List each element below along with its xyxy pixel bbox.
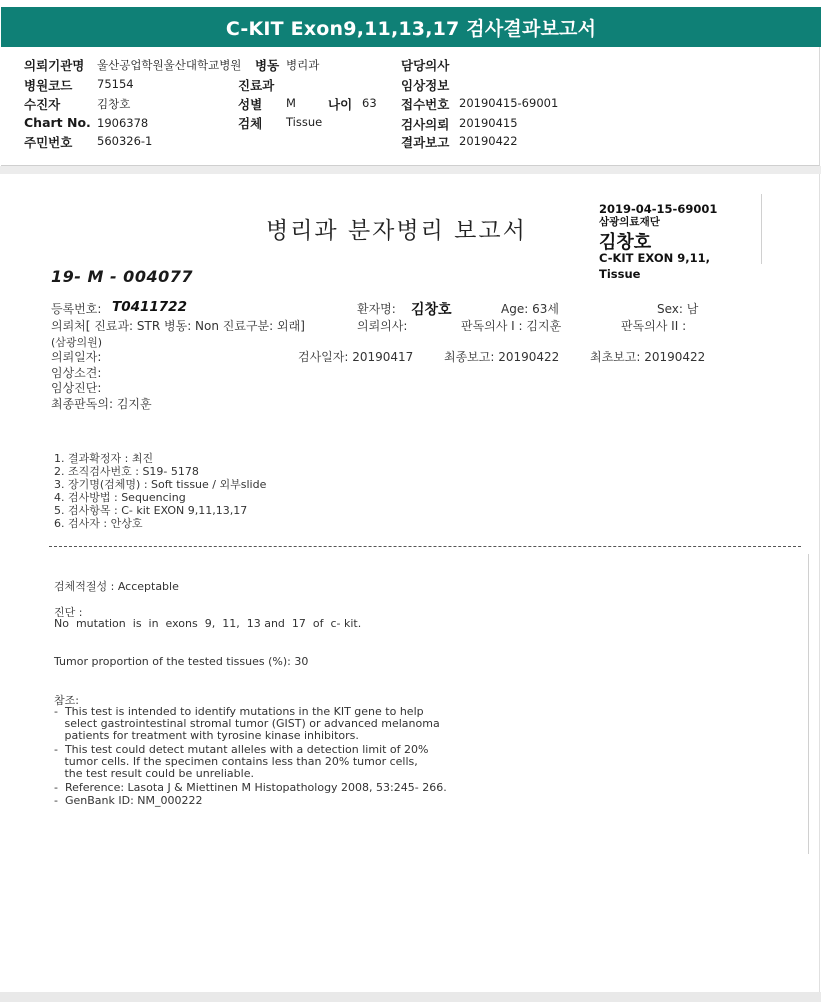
specimen-label: 검체 xyxy=(238,116,263,131)
reference-line: patients for treatment with tyrosine kinase inhibitors. xyxy=(54,729,359,742)
reference-line: - GenBank ID: NM_000222 xyxy=(54,794,203,807)
scanned-report[interactable] xyxy=(1,174,820,992)
patient-value: 김창호 xyxy=(97,97,131,111)
reference-line: - This test could detect mutant alleles with a detection limit of 20% xyxy=(54,743,429,756)
institution-value: 울산공업학원울산대학교병원 xyxy=(97,58,242,72)
tumor-proportion: Tumor proportion of the tested tissues (%): 30 xyxy=(54,655,309,668)
chart-no-label: Chart No. xyxy=(24,115,91,130)
case-number: 19- M - 004077 xyxy=(51,267,193,286)
dashed-divider xyxy=(49,546,801,547)
receipt-label: 접수번호 xyxy=(401,97,450,112)
item-result-confirmer: 1. 결과확정자 : 최진 xyxy=(54,452,154,465)
info-panel xyxy=(1,47,820,166)
pathologist-2: 판독의사 II : xyxy=(621,319,687,333)
result-label: 결과보고 xyxy=(401,135,450,150)
sex-text: Sex: 남 xyxy=(657,302,699,316)
final-report-date: 최종보고: 20190422 xyxy=(444,350,560,364)
clinical-findings: 임상소견: xyxy=(51,366,102,380)
item-organ: 3. 장기명(검체명) : Soft tissue / 외부slide xyxy=(54,478,267,491)
item-biopsy-number: 2. 조직검사번호 : S19- 5178 xyxy=(54,465,199,478)
exam-date: 검사일자: 20190417 xyxy=(298,350,414,364)
receipt-value: 20190415-69001 xyxy=(459,96,559,110)
chart-no-value: 1906378 xyxy=(97,116,149,130)
result-value: 20190422 xyxy=(459,134,518,148)
item-test: 5. 검사항목 : C- kit EXON 9,11,13,17 xyxy=(54,504,248,517)
registration-value: T0411722 xyxy=(112,299,187,315)
request-value: 20190415 xyxy=(459,116,518,130)
stamp-patient-name: 김창호 xyxy=(599,232,652,253)
patient-name-label: 환자명: xyxy=(357,302,396,316)
requesting-doctor: 의뢰의사: xyxy=(357,319,408,333)
ward-value: 병리과 xyxy=(286,58,320,72)
reference-line: tumor cells. If the specimen contains less than 20% tumor cells, xyxy=(54,755,418,768)
scan-edge-line xyxy=(761,194,762,264)
institution-label: 의뢰기관명 xyxy=(24,58,85,73)
diagnosis-text: No mutation is in exons 9, 11, 13 and 17 of c- kit. xyxy=(54,617,362,630)
specimen-adequacy: 검체적절성 : Acceptable xyxy=(54,580,179,593)
bottom-strip xyxy=(0,992,821,1002)
doctor-label: 담당의사 xyxy=(401,58,450,73)
hospital-code-label: 병원코드 xyxy=(24,78,73,93)
report-title: C-KIT Exon9,11,13,17 검사결과보고서 xyxy=(225,17,597,40)
age-label: 나이 xyxy=(328,97,353,112)
patient-name-value: 김창호 xyxy=(411,302,452,318)
reference-line: the test result could be unreliable. xyxy=(54,767,254,780)
first-report-date: 최초보고: 20190422 xyxy=(590,350,706,364)
specimen-value: Tissue xyxy=(286,115,323,129)
clinical-info-label: 임상정보 xyxy=(401,78,450,93)
diagnosis-label: 진단 : xyxy=(54,606,83,619)
section-separator xyxy=(0,166,821,174)
report-title-bar xyxy=(1,7,821,47)
id-number-value: 560326-1 xyxy=(97,134,153,148)
hospital-code-value: 75154 xyxy=(97,77,134,91)
reference-line: select gastrointestinal stromal tumor (GIST) or advanced melanoma xyxy=(54,717,440,730)
registration-label: 등록번호: xyxy=(51,302,102,316)
requester-info: 의뢰처[ 진료과: STR 병동: Non 진료구분: 외래] xyxy=(51,319,305,333)
clinical-diagnosis: 임상진단: xyxy=(51,381,102,395)
patient-label: 수진자 xyxy=(24,97,61,112)
age-text: Age: 63세 xyxy=(501,302,559,316)
stamp-specimen: Tissue xyxy=(599,267,641,281)
stamp-org: 삼광의료재단 xyxy=(599,216,660,228)
stamp-receipt: 2019-04-15-69001 xyxy=(599,202,718,216)
item-examiner: 6. 검사자 : 안상호 xyxy=(54,517,143,530)
final-reader: 최종판독의: 김지훈 xyxy=(51,397,152,411)
pathologist-1: 판독의사 I : 김지훈 xyxy=(461,319,562,333)
request-label: 검사의뢰 xyxy=(401,117,450,132)
department-label: 진료과 xyxy=(238,78,275,93)
requester-org: (삼광의원) xyxy=(51,336,103,349)
age-value: 63 xyxy=(362,96,377,110)
ward-label: 병동 xyxy=(255,58,280,73)
stamp-test: C-KIT EXON 9,11, xyxy=(599,251,710,265)
request-date: 의뢰일자: xyxy=(51,350,102,364)
reference-label: 참조: xyxy=(54,694,79,707)
sex-label: 성별 xyxy=(238,97,263,112)
id-number-label: 주민번호 xyxy=(24,135,73,150)
reference-line: - Reference: Lasota J & Miettinen M Histopathology 2008, 53:245- 266. xyxy=(54,781,447,794)
sex-value: M xyxy=(286,96,296,110)
reference-line: - This test is intended to identify mutations in the KIT gene to help xyxy=(54,705,424,718)
scan-edge-line xyxy=(808,554,809,854)
report-heading: 병리과 분자병리 보고서 xyxy=(266,218,527,244)
item-method: 4. 검사방법 : Sequencing xyxy=(54,491,186,504)
